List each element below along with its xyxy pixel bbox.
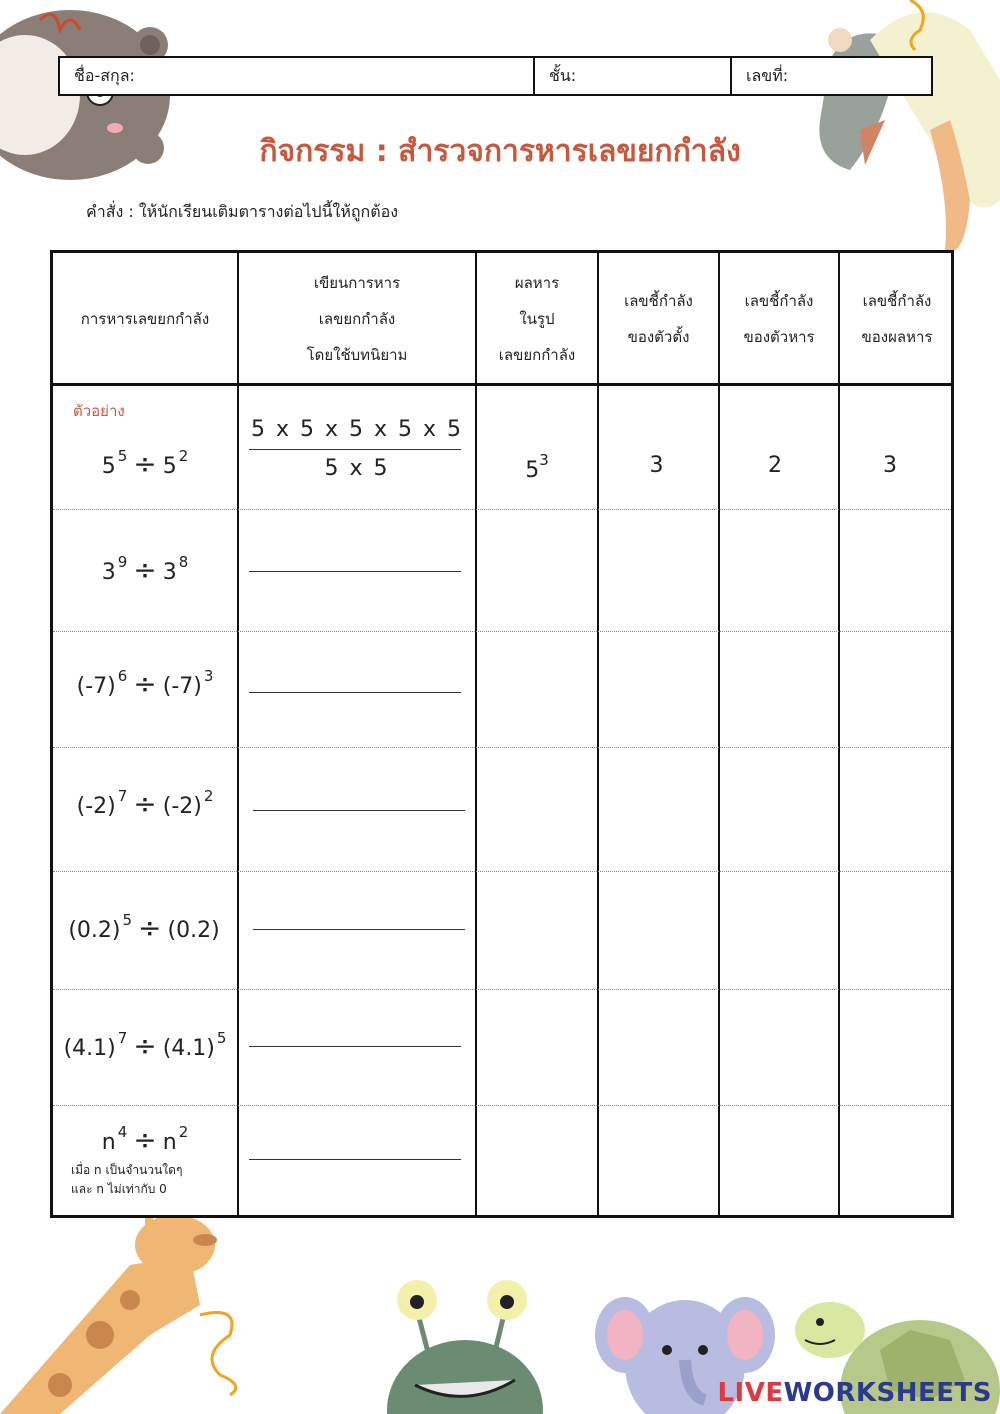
row-2-expression: (-7) $^6$ ÷ (-7) $^3$	[76, 667, 214, 700]
name-label: ชื่อ-สกุล:	[74, 65, 135, 85]
header-quotient: ผลหาร ในรูป เลขยกกำลัง	[498, 274, 576, 364]
example-dividend-exponent: 3	[649, 453, 664, 478]
number-field[interactable]	[732, 58, 931, 94]
frog-illustration	[385, 1270, 545, 1414]
header-dividend-exponent: เลขชี้กำลัง ของตัวตั้ง	[624, 292, 693, 346]
example-denominator: 5 x 5	[324, 456, 390, 481]
example-quotient: $5^3$	[525, 451, 549, 483]
example-quotient-exponent: 3	[883, 453, 897, 478]
row-2-answer-line[interactable]	[249, 692, 461, 693]
exponent-division-table	[50, 250, 954, 1218]
row-1-expression: 3 $^9$ ÷ 3 $^8$	[101, 553, 189, 586]
row-6-expression: n $^4$ ÷ n $^2$	[101, 1123, 189, 1156]
student-info-box	[58, 56, 933, 96]
row-5-answer-line[interactable]	[249, 1046, 461, 1047]
page-title: กิจกรรม : สำรวจการหารเลขยกกำลัง	[259, 134, 741, 169]
header-quotient-exponent: เลขชี้กำลัง ของผลหาร	[861, 292, 933, 346]
giraffe-illustration	[0, 1195, 260, 1414]
example-label: ตัวอย่าง	[73, 402, 125, 420]
header-division: การหารเลขยกกำลัง	[80, 310, 210, 328]
row-4-answer-line[interactable]	[253, 929, 465, 930]
row-3-answer-line[interactable]	[253, 810, 465, 811]
header-divisor-exponent: เลขชี้กำลัง ของตัวหาร	[743, 292, 815, 346]
class-label: ชั้น:	[549, 65, 577, 85]
row-5-expression: (4.1) $^7$ ÷ (4.1) $^5$	[63, 1029, 227, 1062]
header-definition: เขียนการหาร เลขยกกำลัง โดยใช้บทนิยาม	[306, 274, 408, 364]
example-expression: 5 $^5$ ÷ 5 $^2$	[101, 447, 189, 480]
example-divisor-exponent: 2	[768, 453, 782, 478]
row-1-answer-line[interactable]	[249, 571, 461, 572]
name-field[interactable]	[60, 58, 535, 94]
row-6-answer-line[interactable]	[249, 1159, 461, 1160]
class-field[interactable]	[535, 58, 732, 94]
row-3-expression: (-2) $^7$ ÷ (-2) $^2$	[76, 787, 214, 820]
row-6-note: เมื่อ n เป็นจำนวนใดๆ และ n ไม่เท่ากับ 0	[71, 1163, 183, 1196]
liveworksheets-logo: LIVEWORKSHEETS	[717, 1378, 992, 1408]
instruction-text: คำสั่ง : ให้นักเรียนเติมตารางต่อไปนี้ให้ถูกต้อง	[86, 202, 399, 221]
number-label: เลขที่:	[746, 65, 789, 85]
example-numerator: 5 x 5 x 5 x 5 x 5	[250, 417, 463, 442]
example-fraction-line	[249, 449, 461, 450]
row-4-expression: (0.2) $^5$ ÷ (0.2)	[68, 911, 220, 944]
